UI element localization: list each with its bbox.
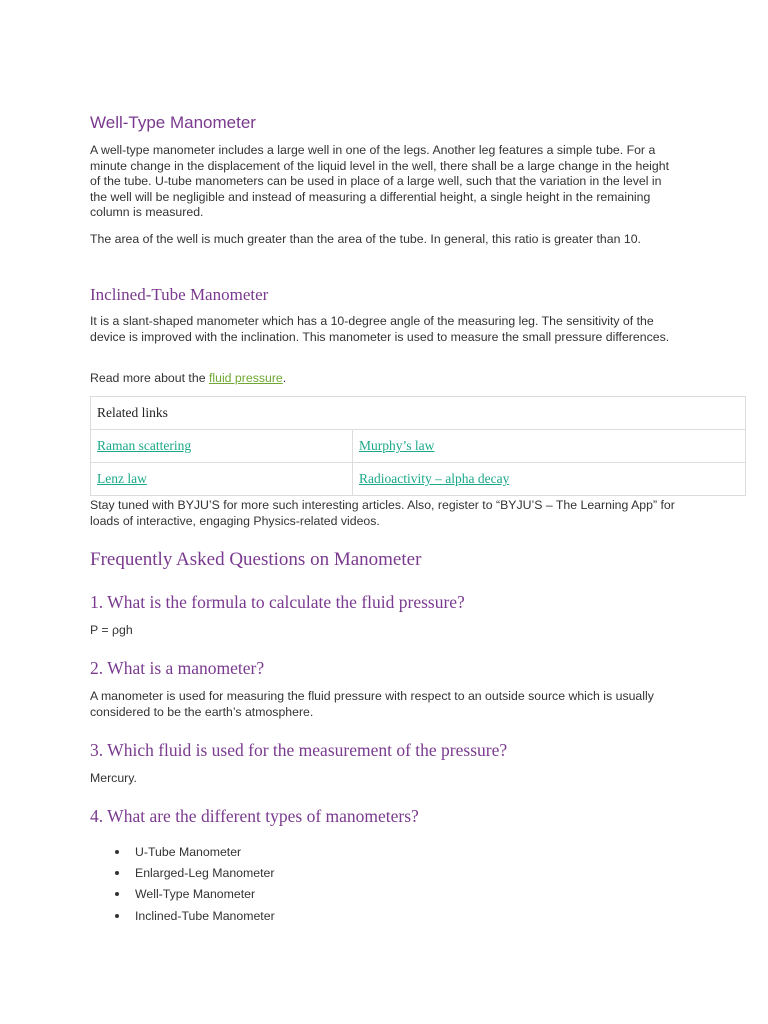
- section-heading-inclined-tube: Inclined-Tube Manometer: [90, 285, 269, 304]
- fluid-pressure-link[interactable]: fluid pressure: [208, 371, 283, 385]
- list-item-label: Enlarged-Leg Manometer: [135, 866, 275, 881]
- table-row: [91, 463, 746, 496]
- related-link-murphys-law[interactable]: Murphy’s law: [359, 438, 435, 453]
- faq-question-1: 1. What is the formula to calculate the fluid pressure?: [90, 592, 465, 612]
- table-row: [91, 430, 746, 463]
- table-cell: [353, 463, 746, 496]
- read-more-suffix: .: [282, 371, 287, 385]
- table-cell: [91, 430, 353, 463]
- list-item-label: U-Tube Manometer: [135, 845, 242, 859]
- related-link-lenz-law[interactable]: Lenz law: [97, 471, 147, 486]
- list-item: [135, 864, 275, 885]
- bullet-icon: [115, 871, 119, 875]
- bullet-icon: [115, 914, 119, 918]
- faq-answer-1: P = ρgh: [90, 623, 133, 637]
- list-item: [135, 907, 275, 928]
- related-link-radioactivity-alpha-decay[interactable]: Radioactivity – alpha decay: [359, 471, 510, 486]
- read-more-line: [90, 371, 680, 387]
- faq-question-4: 4. What are the different types of manometers?: [90, 806, 419, 826]
- related-link-raman-scattering[interactable]: Raman scattering: [97, 438, 192, 453]
- table-cell: [353, 430, 746, 463]
- list-item: [135, 843, 275, 864]
- read-more-prefix: Read more about the: [90, 371, 209, 385]
- faq-question-2: 2. What is a manometer?: [90, 658, 265, 678]
- list-item: [135, 885, 275, 906]
- manometer-types-list: [116, 843, 275, 928]
- well-type-paragraph-2: The area of the well is much greater than the area of the tube. In general, this ratio is greater than 10.: [90, 232, 641, 246]
- related-links-table: [90, 396, 746, 496]
- section-heading-well-type: Well-Type Manometer: [90, 113, 256, 132]
- faq-answer-3: Mercury.: [90, 771, 137, 785]
- related-links-header-row: [91, 397, 746, 430]
- bullet-icon: [115, 892, 119, 896]
- well-type-paragraph-1: A well-type manometer includes a large well in one of the legs. Another leg features a simple tube. For a minute change in the displacement of the liquid level in the well, there shall be a large change in the height of the tube. U-tube manometers can be used in place of a large well, such that the variation in the level in the well will be negligible and instead of measuring a differential height, a single height in the remaining column is measured.: [90, 143, 670, 219]
- list-item-label: Well-Type Manometer: [135, 887, 256, 902]
- inclined-tube-paragraph: It is a slant-shaped manometer which has a 10-degree angle of the measuring leg. The sensitivity of the device is improved with the inclination. This manometer is used to measure the small pressure differences.: [90, 314, 670, 344]
- faq-answer-2: A manometer is used for measuring the fluid pressure with respect to an outside source which is usually considered to be the earth’s atmosphere.: [90, 689, 654, 719]
- list-item-label: Inclined-Tube Manometer: [135, 908, 275, 923]
- stay-tuned-paragraph: Stay tuned with BYJU’S for more such interesting articles. Also, register to “BYJU’S – The Learning App” for loads of interactive, engaging Physics-related videos.: [90, 498, 675, 528]
- faq-question-3: 3. Which fluid is used for the measurement of the pressure?: [90, 740, 508, 760]
- bullet-icon: [115, 850, 119, 854]
- faq-heading: Frequently Asked Questions on Manometer: [90, 549, 422, 570]
- table-cell: [91, 463, 353, 496]
- related-links-header: Related links: [91, 397, 746, 430]
